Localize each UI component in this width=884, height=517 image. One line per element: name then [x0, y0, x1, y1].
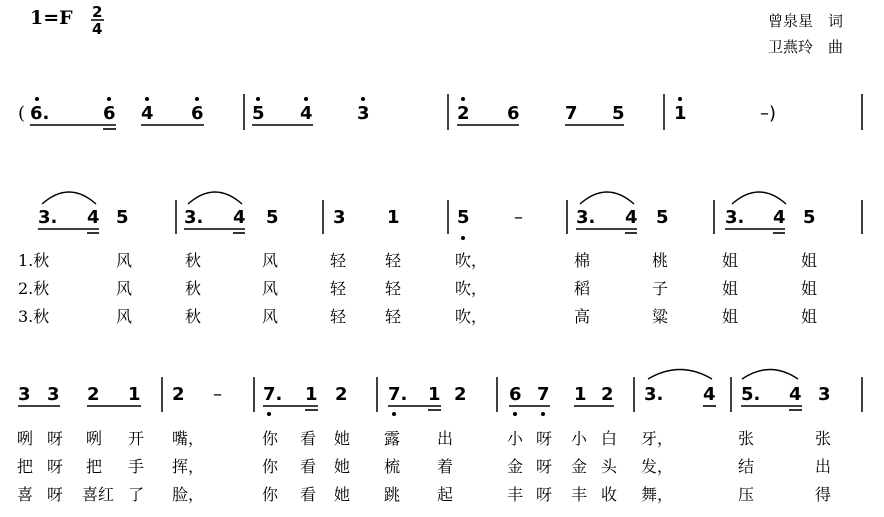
intro-line [18, 94, 862, 130]
note: 7. [263, 384, 283, 405]
note: 1 [428, 384, 441, 405]
lyric: 张 [738, 429, 755, 448]
lyric: 她 [334, 485, 351, 504]
lyric: 姐 [801, 251, 818, 270]
lyric: 收 [601, 485, 618, 504]
note-dash: – [213, 384, 222, 405]
lyric: 吹， [455, 279, 488, 298]
lyric: 白 [601, 429, 618, 448]
lyric: 你 [262, 429, 279, 448]
lyric: 开 [128, 429, 145, 448]
lyric: 呀 [47, 429, 64, 448]
lyric: 出 [437, 429, 454, 448]
lyric: 咧 [86, 429, 103, 448]
lyric: 压 [738, 485, 755, 504]
octave-dot [195, 97, 199, 101]
lyric: 看 [300, 429, 317, 448]
note: 4 [625, 207, 638, 228]
note: 4 [789, 384, 802, 405]
lyric: 跳 [384, 485, 401, 504]
note: 1 [305, 384, 318, 405]
lyric: 梳 [384, 457, 401, 476]
note: 3. [576, 207, 596, 228]
lyric: 风 [116, 251, 133, 270]
octave-dot [678, 97, 682, 101]
note: 5 [612, 103, 625, 124]
lyric: 把 [86, 457, 103, 476]
octave-dot [35, 97, 39, 101]
lyric: 喜 [17, 485, 34, 504]
lyric: 呀 [536, 485, 553, 504]
slur [42, 192, 96, 204]
lyric: 3.秋 [18, 307, 50, 326]
lyric: 高 [574, 307, 591, 326]
lyric: 发， [641, 457, 674, 476]
note: 3 [818, 384, 831, 405]
octave-dot [304, 97, 308, 101]
lyric: 2.秋 [18, 279, 50, 298]
lyric: 吹， [455, 251, 488, 270]
note: 3 [47, 384, 60, 405]
lyric: 出 [815, 457, 832, 476]
lyric: 桃 [652, 251, 669, 270]
lyric: 脸， [172, 485, 205, 504]
note: 2 [87, 384, 100, 405]
note: 5 [656, 207, 669, 228]
time-signature-bottom: 4 [92, 20, 103, 38]
lyrics-line-2 [18, 251, 817, 326]
lyric: 轻 [330, 307, 347, 326]
note: 4 [773, 207, 786, 228]
note: 2 [172, 384, 185, 405]
note: 2 [601, 384, 614, 405]
lyric: 你 [262, 485, 279, 504]
lyric: 粱 [652, 307, 669, 326]
octave-dot [392, 412, 396, 416]
lyric: 嘴， [172, 429, 205, 448]
octave-dot [541, 412, 545, 416]
lyric: 丰 [571, 485, 588, 504]
lyric: 得 [815, 485, 832, 504]
note: 6 [103, 103, 116, 124]
lyricist-credit: 曾泉星 词 [768, 12, 844, 30]
intro-open-paren: ( [18, 103, 26, 124]
note: 1 [128, 384, 141, 405]
lyric: 轻 [385, 251, 402, 270]
octave-dot [461, 97, 465, 101]
note: 3. [644, 384, 664, 405]
verse-2-lyrics [18, 279, 817, 298]
slur [580, 192, 634, 204]
lyric: 看 [300, 457, 317, 476]
lyric: 小 [507, 429, 524, 448]
lyric: 稻 [574, 279, 591, 298]
lyric: 轻 [385, 279, 402, 298]
lyric: 起 [437, 485, 454, 504]
lyric: 金 [571, 457, 588, 476]
note: 6. [30, 103, 50, 124]
octave-dot [145, 97, 149, 101]
note: 1 [574, 384, 587, 405]
melody-line-2 [38, 192, 862, 240]
octave-dot [256, 97, 260, 101]
lyric: 头 [601, 457, 618, 476]
note: 4 [233, 207, 246, 228]
lyric: 秋 [185, 307, 202, 326]
composer-credit: 卫燕玲 曲 [768, 38, 844, 56]
lyric: 姐 [722, 307, 739, 326]
note: 1 [387, 207, 400, 228]
melody-line-3 [18, 370, 862, 417]
lyric: 露 [384, 429, 401, 448]
lyric: 呀 [47, 485, 64, 504]
note: 3. [725, 207, 745, 228]
verse-2-lyrics [17, 457, 831, 476]
lyric: 你 [262, 457, 279, 476]
lyric: 呀 [536, 457, 553, 476]
lyric: 棉 [574, 251, 591, 270]
lyric: 金 [507, 457, 524, 476]
octave-dot [267, 412, 271, 416]
lyric: 她 [334, 457, 351, 476]
lyric: 结 [738, 457, 755, 476]
note: 6 [191, 103, 204, 124]
note: 4 [87, 207, 100, 228]
lyric: 张 [815, 429, 832, 448]
note-dash-close: –) [760, 103, 777, 124]
time-signature-top: 2 [92, 3, 103, 21]
lyric: 姐 [801, 279, 818, 298]
lyric: 1.秋 [18, 251, 50, 270]
octave-dot [461, 236, 465, 240]
note: 5 [803, 207, 816, 228]
lyric: 着 [437, 457, 454, 476]
note: 6 [507, 103, 520, 124]
lyrics-line-3 [17, 429, 831, 504]
lyric: 咧 [17, 429, 34, 448]
note: 2 [335, 384, 348, 405]
lyric: 牙， [641, 429, 674, 448]
lyric: 姐 [722, 251, 739, 270]
verse-3-lyrics [18, 307, 817, 326]
lyric: 风 [116, 279, 133, 298]
note: 7. [388, 384, 408, 405]
lyric: 挥， [172, 457, 205, 476]
lyric: 姐 [722, 279, 739, 298]
octave-dot [107, 97, 111, 101]
note: 1 [674, 103, 687, 124]
note: 3 [18, 384, 31, 405]
note: 5. [741, 384, 761, 405]
note-dash: – [514, 207, 523, 228]
lyric: 风 [262, 307, 279, 326]
note: 5 [252, 103, 265, 124]
note: 2 [454, 384, 467, 405]
octave-dot [513, 412, 517, 416]
note: 3. [184, 207, 204, 228]
lyric: 呀 [536, 429, 553, 448]
note: 7 [565, 103, 578, 124]
verse-1-lyrics [17, 429, 831, 448]
note: 4 [141, 103, 154, 124]
lyric: 风 [262, 251, 279, 270]
note: 5 [116, 207, 129, 228]
note: 3. [38, 207, 58, 228]
lyric: 舞， [641, 485, 674, 504]
verse-1-lyrics [18, 251, 817, 270]
note: 3 [333, 207, 346, 228]
note: 4 [703, 384, 716, 405]
slur [732, 192, 786, 204]
lyric: 小 [571, 429, 588, 448]
lyric: 风 [262, 279, 279, 298]
lyric: 喜红 [82, 485, 115, 504]
lyric: 秋 [185, 279, 202, 298]
key-signature: 1=F [30, 7, 73, 29]
note: 7 [537, 384, 550, 405]
lyric: 把 [17, 457, 34, 476]
note: 5 [457, 207, 470, 228]
lyric: 轻 [330, 251, 347, 270]
note: 2 [457, 103, 470, 124]
lyric: 了 [128, 485, 145, 504]
lyric: 看 [300, 485, 317, 504]
lyric: 姐 [801, 307, 818, 326]
verse-3-lyrics [17, 485, 831, 504]
octave-dot [361, 97, 365, 101]
lyric: 轻 [385, 307, 402, 326]
lyric: 子 [652, 279, 669, 298]
lyric: 轻 [330, 279, 347, 298]
note: 5 [266, 207, 279, 228]
slur [742, 370, 798, 380]
lyric: 呀 [47, 457, 64, 476]
lyric: 手 [128, 457, 145, 476]
note: 3 [357, 103, 370, 124]
lyric: 秋 [185, 251, 202, 270]
lyric: 风 [116, 307, 133, 326]
lyric: 丰 [507, 485, 524, 504]
note: 4 [300, 103, 313, 124]
lyric: 她 [334, 429, 351, 448]
slur [188, 192, 242, 204]
lyric: 吹， [455, 307, 488, 326]
note: 6 [509, 384, 522, 405]
slur [648, 370, 712, 380]
